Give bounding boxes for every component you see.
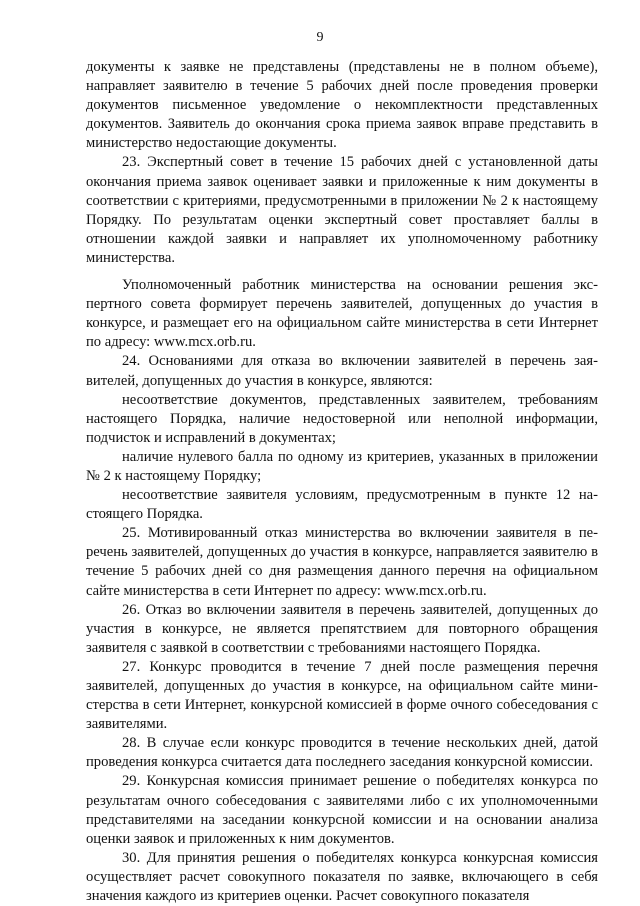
document-body [86, 58, 598, 906]
paragraph-authorized-employee: Уполномоченный работник министерства на основании решения экспертного совета формирует перечень заявителей, допущенных до участия в конкурсе, и размещает его на официальном сайте министерства в сети Интернет по адресу: www.mcx.orb.ru. [86, 277, 598, 351]
paragraph-clause-24: 24. Основаниями для отказа во включении заявителей в перечень заявителей, допущенных до участия в конкурсе, являются: [86, 353, 598, 389]
paragraph-refusal-ground-2: наличие нулевого балла по одному из критериев, указанных в приложении № 2 к настоящему Порядку; [86, 448, 598, 484]
paragraph-clause-30: 30. Для принятия решения о победителях конкурса конкурсная комиссия осуществляет расчет совокупного показателя по заявке, включающего в себя значения каждого из критериев оценки. Расчет совокупного показателя [86, 849, 598, 905]
paragraph-clause-26: 26. Отказ во включении заявителя в перечень заявителей, допущенных до участия в конкурсе, не является препятствием для повторного обращения заявителя с заявкой в соответствии с требованиями настоящего Порядка. [86, 601, 598, 656]
page-number: 9 [316, 30, 324, 45]
paragraph-clause-27: 27. Конкурс проводится в течение 7 дней после размещения перечня заявителей, допущенных до участия в конкурсе, на официальном сайте министерства в сети Интернет, конкурсной комиссией в форме очного собеседования с заявителями. [86, 658, 598, 733]
paragraph-refusal-ground-1: несоответствие документов, представленных заявителем, требованиям настоящего Порядка, наличие недостоверной или неполной информации, подчисток и исправлений в документах; [86, 391, 598, 446]
paragraph-clause-23: 23. Экспертный совет в течение 15 рабочих дней с установленной даты окончания приема заявок оценивает заявки и приложенные к ним документы в соответствии с критериями, предусмотренными в приложении № 2 к настоящему Порядку. По результатам оценки экспертный совет проставляет баллы в отношении каждой заявки и направляет их уполномоченному работнику министерства. [86, 154, 598, 266]
paragraph-clause-29: 29. Конкурсная комиссия принимает решение о победителях конкурса по результатам очного собеседования с заявителями либо с их уполномоченными представителями на заседании конкурсной комиссии и на основании анализа оценки заявок и приложенных к ним документов. [86, 773, 598, 847]
paragraph-clause-25: 25. Мотивированный отказ министерства во включении заявителя в перечень заявителей, допущенных до участия в конкурсе, направляется заявителю в течение 5 рабочих дней со дня размещения данного перечня на официальном сайте министерства в сети Интернет по адресу: www.mcx.orb.ru. [86, 525, 598, 599]
paragraph-continuation: документы к заявке не представлены (представлены не в полном объеме), направляет заявителю в течение 5 рабочих дней после проведения проверки документов письменное уведомление о некомплектности представленных документов. Заявитель до окончания срока приема заявок вправе представить в министерство недостающие документы. [86, 59, 598, 152]
paragraph-clause-28: 28. В случае если конкурс проводится в течение нескольких дней, датой проведения конкурса считается дата последнего заседания конкурсной комиссии. [86, 735, 598, 771]
paragraph-refusal-ground-3: несоответствие заявителя условиям, предусмотренным в пункте 12 настоящего Порядка. [86, 487, 598, 523]
